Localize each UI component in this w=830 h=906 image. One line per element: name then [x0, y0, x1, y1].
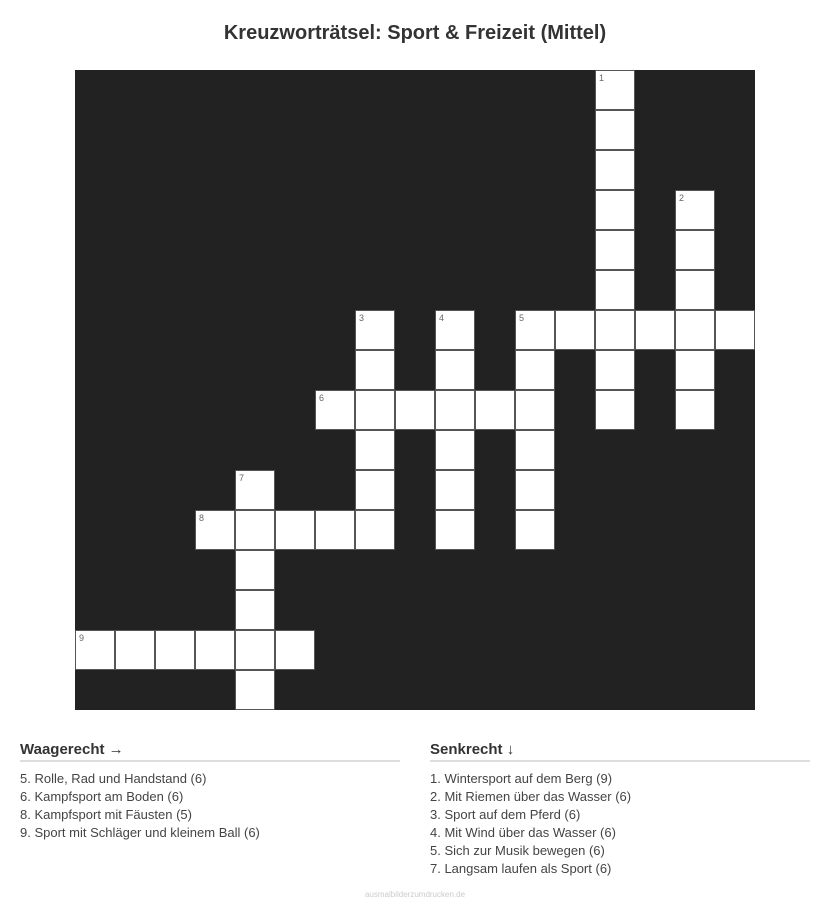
- cell-number: 9: [79, 633, 85, 643]
- crossword-cell[interactable]: [715, 310, 755, 350]
- cell-number: 3: [359, 313, 365, 323]
- crossword-cell[interactable]: [275, 630, 315, 670]
- across-clue: 6. Kampfsport am Boden (6): [20, 789, 184, 804]
- crossword-cell[interactable]: [635, 310, 675, 350]
- across-clue: 8. Kampfsport mit Fäusten (5): [20, 807, 192, 822]
- crossword-cell[interactable]: [195, 630, 235, 670]
- cell-number: 8: [199, 513, 205, 523]
- crossword-cell[interactable]: [355, 350, 395, 390]
- across-clues-section: [20, 740, 400, 842]
- across-clue: 9. Sport mit Schläger und kleinem Ball (6): [20, 825, 260, 840]
- crossword-cell[interactable]: [355, 310, 395, 350]
- crossword-cell[interactable]: [675, 350, 715, 390]
- crossword-cell[interactable]: [235, 630, 275, 670]
- crossword-cell[interactable]: [435, 310, 475, 350]
- crossword-cell[interactable]: [675, 230, 715, 270]
- crossword-grid: [75, 70, 755, 710]
- crossword-cell[interactable]: [435, 470, 475, 510]
- cell-number: 4: [439, 313, 445, 323]
- crossword-cell[interactable]: [395, 390, 435, 430]
- across-clue-list: [20, 770, 400, 842]
- crossword-cell[interactable]: [435, 390, 475, 430]
- crossword-cell[interactable]: [315, 510, 355, 550]
- cell-number: 6: [319, 393, 325, 403]
- cell-number: 7: [239, 473, 245, 483]
- crossword-cell[interactable]: [595, 230, 635, 270]
- crossword-cell[interactable]: [235, 510, 275, 550]
- crossword-cell[interactable]: [595, 150, 635, 190]
- crossword-cell[interactable]: [155, 630, 195, 670]
- crossword-cell[interactable]: [355, 390, 395, 430]
- down-clue: 4. Mit Wind über das Wasser (6): [430, 825, 616, 840]
- down-clue: 3. Sport auf dem Pferd (6): [430, 807, 581, 822]
- crossword-cell[interactable]: [475, 390, 515, 430]
- crossword-cell[interactable]: [515, 350, 555, 390]
- crossword-cell[interactable]: [515, 390, 555, 430]
- down-heading: Senkrecht ↓: [430, 740, 810, 762]
- crossword-cell[interactable]: [595, 70, 635, 110]
- crossword-cell[interactable]: [675, 270, 715, 310]
- down-clue: 7. Langsam laufen als Sport (6): [430, 861, 612, 876]
- crossword-cell[interactable]: [595, 390, 635, 430]
- across-clue: 5. Rolle, Rad und Handstand (6): [20, 771, 207, 786]
- crossword-cell[interactable]: [595, 190, 635, 230]
- crossword-cell[interactable]: [555, 310, 595, 350]
- crossword-cell[interactable]: [235, 470, 275, 510]
- cell-number: 1: [599, 73, 605, 83]
- crossword-cell[interactable]: [595, 310, 635, 350]
- crossword-cell[interactable]: [355, 510, 395, 550]
- crossword-cell[interactable]: [675, 310, 715, 350]
- crossword-cell[interactable]: [675, 390, 715, 430]
- crossword-cell[interactable]: [515, 310, 555, 350]
- crossword-cell[interactable]: [595, 350, 635, 390]
- crossword-cell[interactable]: [435, 430, 475, 470]
- crossword-cell[interactable]: [435, 510, 475, 550]
- cell-number: 2: [679, 193, 685, 203]
- crossword-cell[interactable]: [235, 550, 275, 590]
- crossword-cell[interactable]: [675, 190, 715, 230]
- crossword-cell[interactable]: [515, 470, 555, 510]
- cell-number: 5: [519, 313, 525, 323]
- crossword-cell[interactable]: [515, 510, 555, 550]
- down-clue: 5. Sich zur Musik bewegen (6): [430, 843, 605, 858]
- down-clue: 1. Wintersport auf dem Berg (9): [430, 771, 613, 786]
- page-title: Kreuzworträtsel: Sport & Freizeit (Mittel): [223, 22, 607, 44]
- crossword-cell[interactable]: [75, 630, 115, 670]
- across-heading: Waagerecht →: [20, 740, 400, 762]
- crossword-cell[interactable]: [595, 270, 635, 310]
- crossword-cell[interactable]: [115, 630, 155, 670]
- crossword-cell[interactable]: [355, 470, 395, 510]
- crossword-cell[interactable]: [195, 510, 235, 550]
- footer-credit: ausmalbilderzumdrucken.de: [364, 890, 466, 899]
- crossword-cell[interactable]: [275, 510, 315, 550]
- crossword-cell[interactable]: [515, 430, 555, 470]
- crossword-cell[interactable]: [315, 390, 355, 430]
- down-clue: 2. Mit Riemen über das Wasser (6): [430, 789, 632, 804]
- down-clues-section: [430, 740, 810, 878]
- down-clue-list: [430, 770, 810, 878]
- crossword-cell[interactable]: [235, 590, 275, 630]
- crossword-cell[interactable]: [235, 670, 275, 710]
- crossword-cell[interactable]: [355, 430, 395, 470]
- crossword-cell[interactable]: [435, 350, 475, 390]
- crossword-cell[interactable]: [595, 110, 635, 150]
